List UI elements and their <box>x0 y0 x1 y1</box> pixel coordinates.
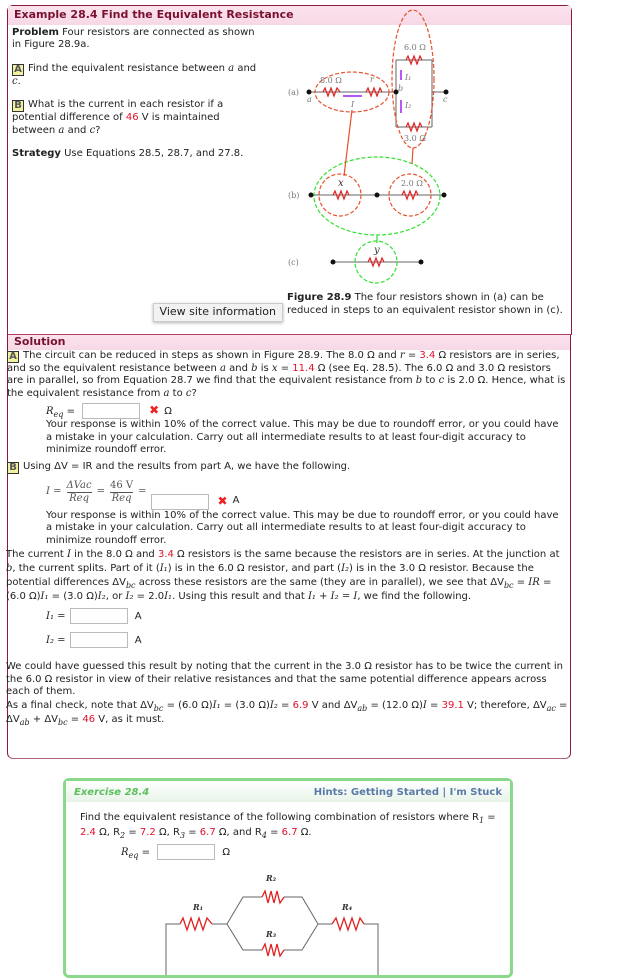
problem-label: Problem <box>12 26 59 38</box>
text-segment: ? <box>191 387 197 399</box>
current-split-paragraph <box>6 548 570 604</box>
req-sub: eq <box>53 410 64 419</box>
resistor-r3 <box>262 944 284 956</box>
solution-a-text <box>7 350 565 399</box>
eq-equals-2: = <box>138 486 147 498</box>
text-segment: , or <box>105 591 126 602</box>
text-segment: ) is in the 3.0 Ω resistor. Because the potential differences ΔV <box>6 563 534 588</box>
label-r2: R₂ <box>266 873 277 883</box>
text-segment: , we find the following. <box>357 591 472 602</box>
text-segment: = <box>426 699 442 711</box>
text-segment: = (12.0 Ω) <box>367 699 423 711</box>
label-r3: R₃ <box>266 929 277 939</box>
exercise-title: Exercise 28.4 <box>74 787 150 798</box>
text-segment: V and ΔV <box>308 699 358 711</box>
example-title: Example 28.4 Find the Equivalent Resistance <box>8 6 571 25</box>
text-segment: = <box>277 362 293 374</box>
text-segment: V; therefore, ΔV <box>463 699 547 711</box>
part-b-tag: B <box>12 100 24 112</box>
text-segment: Find the equivalent resistance of the following combination of resistors where R <box>80 811 480 823</box>
text-segment: Ω, R <box>155 826 180 838</box>
hint-getting-started-link[interactable]: Getting Started <box>350 787 439 798</box>
text-segment: x <box>271 362 278 374</box>
text-segment: bc <box>58 717 68 727</box>
value-text: 2.4 <box>80 826 96 838</box>
text-segment: ac <box>546 703 556 713</box>
eq-equals: = <box>96 486 105 498</box>
text-segment: I₁ <box>159 563 168 574</box>
figure-28-9 <box>0 0 623 290</box>
guess-paragraph: We could have guessed this result by noting that the current in the 3.0 Ω resistor has to be twice the current in the 6.0 Ω resistor in view of their relative resistances and that the same potential difference appears across each of them. <box>6 661 564 697</box>
label-r1: R₁ <box>193 902 204 912</box>
text-segment: , the current splits. Part of it ( <box>12 563 160 574</box>
req-unit: Ω <box>164 406 172 417</box>
label-6ohm: 6.0 Ω <box>404 43 426 52</box>
solution-a-tag: A <box>7 351 19 363</box>
label-c: c <box>443 95 448 104</box>
text-segment: I₂ <box>269 699 278 711</box>
eq-num1: ΔVac <box>67 480 92 494</box>
text-segment: = (6.0 Ω) <box>163 699 213 711</box>
current-input[interactable] <box>151 494 209 510</box>
text-segment: I₁ + I₂ = I <box>307 591 358 602</box>
text-segment: = ΔV <box>6 699 568 725</box>
exercise-req-input[interactable] <box>157 844 215 860</box>
value-text: 7.2 <box>139 826 156 838</box>
text-segment: 4 <box>261 830 267 840</box>
label-r4: R₄ <box>342 902 353 912</box>
text-segment: c <box>438 375 445 386</box>
text-segment: ? <box>95 124 101 136</box>
i2-label: I₂ = <box>46 635 66 646</box>
text-segment: I <box>67 549 71 560</box>
text-segment: 1 <box>479 815 485 825</box>
text-segment: I₂ <box>125 591 134 602</box>
text-segment: 2 <box>120 830 126 840</box>
text-segment: I₂ <box>97 591 106 602</box>
text-segment: = <box>185 826 200 838</box>
problem-text: Four resistors are connected as shown in Figure 28.9a. <box>12 26 255 50</box>
text-segment: I <box>422 699 427 711</box>
text-segment: = <box>266 826 282 838</box>
text-segment: bc <box>125 581 136 590</box>
i1-unit: A <box>134 611 142 622</box>
text-segment: Ω. <box>297 826 312 838</box>
eq-den2: Req <box>111 493 132 504</box>
text-segment: is 2.0 Ω. Hence, what is the equivalent resistance from <box>7 375 566 399</box>
i1-input[interactable] <box>70 608 128 624</box>
label-I1: I₁ <box>405 73 412 82</box>
resistor-r1 <box>180 918 212 930</box>
text-segment: I₂ <box>341 563 350 574</box>
value-text: 6.7 <box>281 826 298 838</box>
text-segment: Ω (see Eq. 28.5). The 6.0 Ω and 3.0 Ω resistors are in parallel, so from Equation 28.7 we find that the equivalent resistance from <box>7 362 551 386</box>
i1-row <box>46 608 570 624</box>
text-segment: b <box>415 375 423 386</box>
text-segment: a <box>163 387 170 399</box>
value-text: 3.4 <box>157 549 174 560</box>
text-segment: I₁ <box>212 699 221 711</box>
exercise-req-unit: Ω <box>222 846 230 858</box>
text-segment: = <box>513 577 529 588</box>
exercise-req-label: R <box>121 846 129 858</box>
text-segment: = <box>277 699 293 711</box>
exercise-question <box>80 810 500 840</box>
text-segment: c <box>89 124 96 136</box>
text-segment: = <box>404 349 420 361</box>
text-segment: and <box>225 362 252 374</box>
text-segment: bc <box>503 581 514 590</box>
label-I: I <box>351 100 355 109</box>
i1-label: I₁ = <box>46 611 66 622</box>
text-segment: and <box>234 62 257 74</box>
text-segment: = <box>67 713 83 725</box>
feedback-a: Your response is within 10% of the correct value. This may be due to roundoff error, or you could have a mistake in your calculation. Carry out all intermediate results to at least four-digit accuracy to minimize roundoff error. <box>46 419 559 455</box>
strategy-text: Use Equations 28.5, 28.7, and 27.8. <box>60 148 244 159</box>
text-segment: The current <box>6 549 68 560</box>
eq-den1: Req <box>69 493 89 504</box>
text-segment: ab <box>357 703 368 713</box>
value-text: 39.1 <box>441 699 464 711</box>
text-segment: As a final check, note that ΔV <box>6 699 154 711</box>
text-segment: 3 <box>179 830 186 840</box>
text-segment: a <box>220 362 226 374</box>
text-segment: . <box>17 75 21 87</box>
text-segment: to <box>422 375 439 386</box>
view-site-information-tooltip: View site information <box>153 303 283 322</box>
value-text: 3.4 <box>419 349 436 361</box>
text-segment: What is the current in each resistor if a potential difference of <box>12 99 224 123</box>
text-segment: = (3.0 Ω) <box>220 699 270 711</box>
eq-I: I = <box>46 486 62 498</box>
solution-b-tag: B <box>7 462 19 474</box>
text-segment: in the 8.0 Ω and <box>70 549 158 560</box>
text-segment: ab <box>19 717 30 727</box>
figure-caption <box>287 292 569 317</box>
arrow-to-x <box>344 110 352 176</box>
resistor-r2 <box>262 891 284 903</box>
value-text: 46 <box>82 713 96 725</box>
text-segment: = (3.0 Ω) <box>48 591 98 602</box>
i2-unit: A <box>134 635 142 646</box>
hints-label: Hints: <box>313 787 348 798</box>
req-input[interactable] <box>82 403 140 419</box>
label-a: a <box>307 95 312 104</box>
label-8ohm: 8.0 Ω <box>320 76 342 85</box>
label-b-row: (b) <box>288 191 300 200</box>
label-r: r <box>370 75 374 84</box>
text-segment: V is maintained between <box>12 112 220 136</box>
text-segment: r <box>399 349 405 361</box>
text-segment: c <box>185 387 192 399</box>
text-segment: Ω resistors are in series, and so the equivalent resistance between <box>7 349 560 374</box>
text-segment: is <box>257 362 272 374</box>
caption-label: Figure 28.9 <box>287 292 352 303</box>
text-segment: and <box>64 124 90 136</box>
feedback-b: Your response is within 10% of the correct value. This may be due to roundoff error, or you could have a mistake in your calculation. Carry out all intermediate results to at least four-digit accuracy to minimize roundoff error. <box>46 509 559 546</box>
text-segment: = <box>484 811 496 823</box>
text-segment: The circuit can be reduced in steps as shown in Figure 28.9. The 8.0 Ω and <box>23 349 400 361</box>
req-row: $R_{eq}$ = ✖ Ω <box>46 403 172 419</box>
solution-title: Solution <box>8 335 570 350</box>
value-text: 6.7 <box>199 826 216 838</box>
text-segment: V, as it must. <box>95 713 165 725</box>
value-text: 11.4 <box>292 362 315 374</box>
i2-input[interactable] <box>70 632 128 648</box>
label-3ohm: 3.0 Ω <box>404 134 426 143</box>
solution-b-text: Using ΔV = IR and the results from part A, we have the following. <box>23 460 351 472</box>
text-segment: b <box>6 563 13 574</box>
hint-separator: | <box>442 787 447 798</box>
text-segment: IR <box>528 577 540 588</box>
text-segment: = 2.0 <box>133 591 165 602</box>
i2-row <box>46 632 570 648</box>
text-segment: ) is in the 6.0 Ω resistor, and part ( <box>167 563 342 574</box>
eq-num2: 46 V <box>110 480 133 494</box>
text-segment: to <box>169 387 186 399</box>
exercise-req-row: $R_{eq} = \Omega$ <box>121 844 510 860</box>
label-c-row: (c) <box>288 258 299 267</box>
exercise-circuit <box>0 860 623 975</box>
text-segment: c <box>12 75 18 87</box>
req-label: R <box>46 406 54 417</box>
text-segment: across these resistors are the same (they are in parallel), we see that ΔV <box>135 577 504 588</box>
solution-panel <box>7 335 571 759</box>
label-a-row: (a) <box>288 88 300 97</box>
part-a-tag: A <box>12 64 24 76</box>
final-check-paragraph <box>6 699 570 727</box>
text-segment: a <box>58 124 65 136</box>
text-segment: = (6.0 Ω) <box>6 577 552 602</box>
current-equation <box>46 476 570 510</box>
exercise-req-sub: eq <box>128 850 139 860</box>
text-segment: . Using this result and that <box>172 591 308 602</box>
value-text: 6.9 <box>292 699 309 711</box>
text-segment: Ω resistors is the same because the resistors are in series. At the junction at <box>173 549 560 560</box>
current-unit: A <box>232 495 240 507</box>
label-y: y <box>374 245 380 256</box>
text-segment: bc <box>153 703 164 713</box>
caption-text: The four resistors shown in (a) can be reduced in steps to an equivalent resistor shown in (c). <box>287 292 563 316</box>
text-segment: Ω, and R <box>215 826 262 838</box>
wrong-x-icon: ✖ <box>217 494 228 509</box>
text-segment: + ΔV <box>29 713 58 725</box>
text-segment: Find the equivalent resistance between <box>28 62 229 74</box>
strategy-label: Strategy <box>12 148 61 159</box>
label-I2: I₂ <box>405 101 412 110</box>
value-text: 46 <box>125 112 139 123</box>
text-segment: a <box>228 62 235 74</box>
hint-im-stuck-link[interactable]: I'm Stuck <box>449 787 502 798</box>
text-segment: = <box>125 826 140 838</box>
label-x: x <box>338 178 344 189</box>
label-b: b <box>398 84 404 93</box>
text-segment: Ω, R <box>95 826 121 838</box>
label-2ohm: 2.0 Ω <box>401 179 423 188</box>
resistor-r4 <box>332 918 364 930</box>
text-segment: b <box>251 362 258 374</box>
wrong-x-icon: ✖ <box>149 403 160 417</box>
text-segment: I₁ <box>164 591 173 602</box>
hints-bar <box>314 787 502 800</box>
text-segment: I₁ <box>40 591 49 602</box>
